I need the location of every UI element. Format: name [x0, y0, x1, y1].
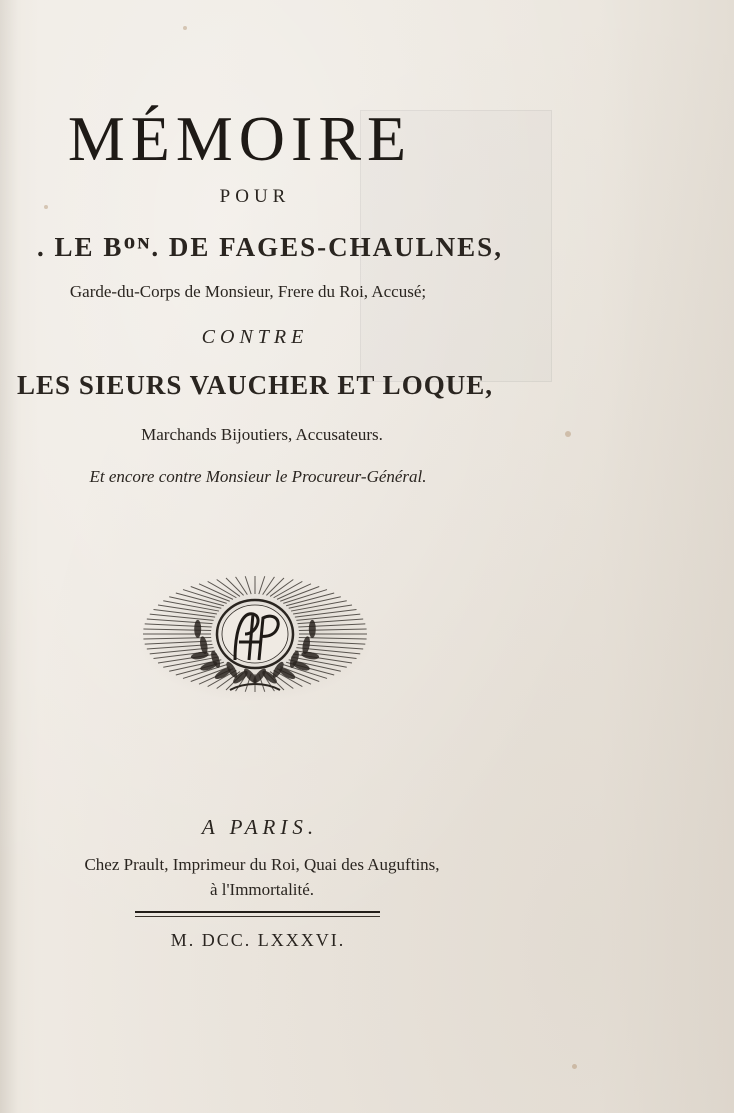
imprint-rule-thin — [135, 916, 380, 917]
baron-name-line: . LE Bᴼᴺ. DE FAGES-CHAULNES, — [37, 232, 503, 262]
document-title: MÉMOIRE — [67, 103, 413, 174]
imprint-city: A PARIS. — [201, 815, 319, 839]
contre-heading: CONTRE — [201, 326, 309, 348]
imprint-sign-line: à l'Immortalité. — [209, 880, 315, 899]
foxing-spot — [183, 26, 187, 30]
pour-heading: POUR — [219, 186, 291, 207]
imprint-rule — [135, 911, 380, 913]
foxing-spot — [572, 1064, 577, 1069]
imprint-printer-line: Chez Prault, Imprimeur du Roi, Quai des Auguftins, — [84, 855, 440, 874]
imprint-date: M. DCC. LXXXVI. — [170, 930, 346, 950]
marchands-line: Marchands Bijoutiers, Accusateurs. — [141, 425, 383, 444]
monogram-wreath-vignette-icon — [135, 572, 375, 712]
foxing-spot — [565, 431, 571, 437]
encore-line: Et encore contre Monsieur le Procureur-Général. — [89, 467, 427, 486]
sieurs-line: LES SIEURS VAUCHER ET LOQUE, — [17, 370, 493, 400]
foxing-spot — [44, 205, 48, 209]
garde-line: Garde-du-Corps de Monsieur, Frere du Roi, Accusé; — [69, 282, 427, 301]
